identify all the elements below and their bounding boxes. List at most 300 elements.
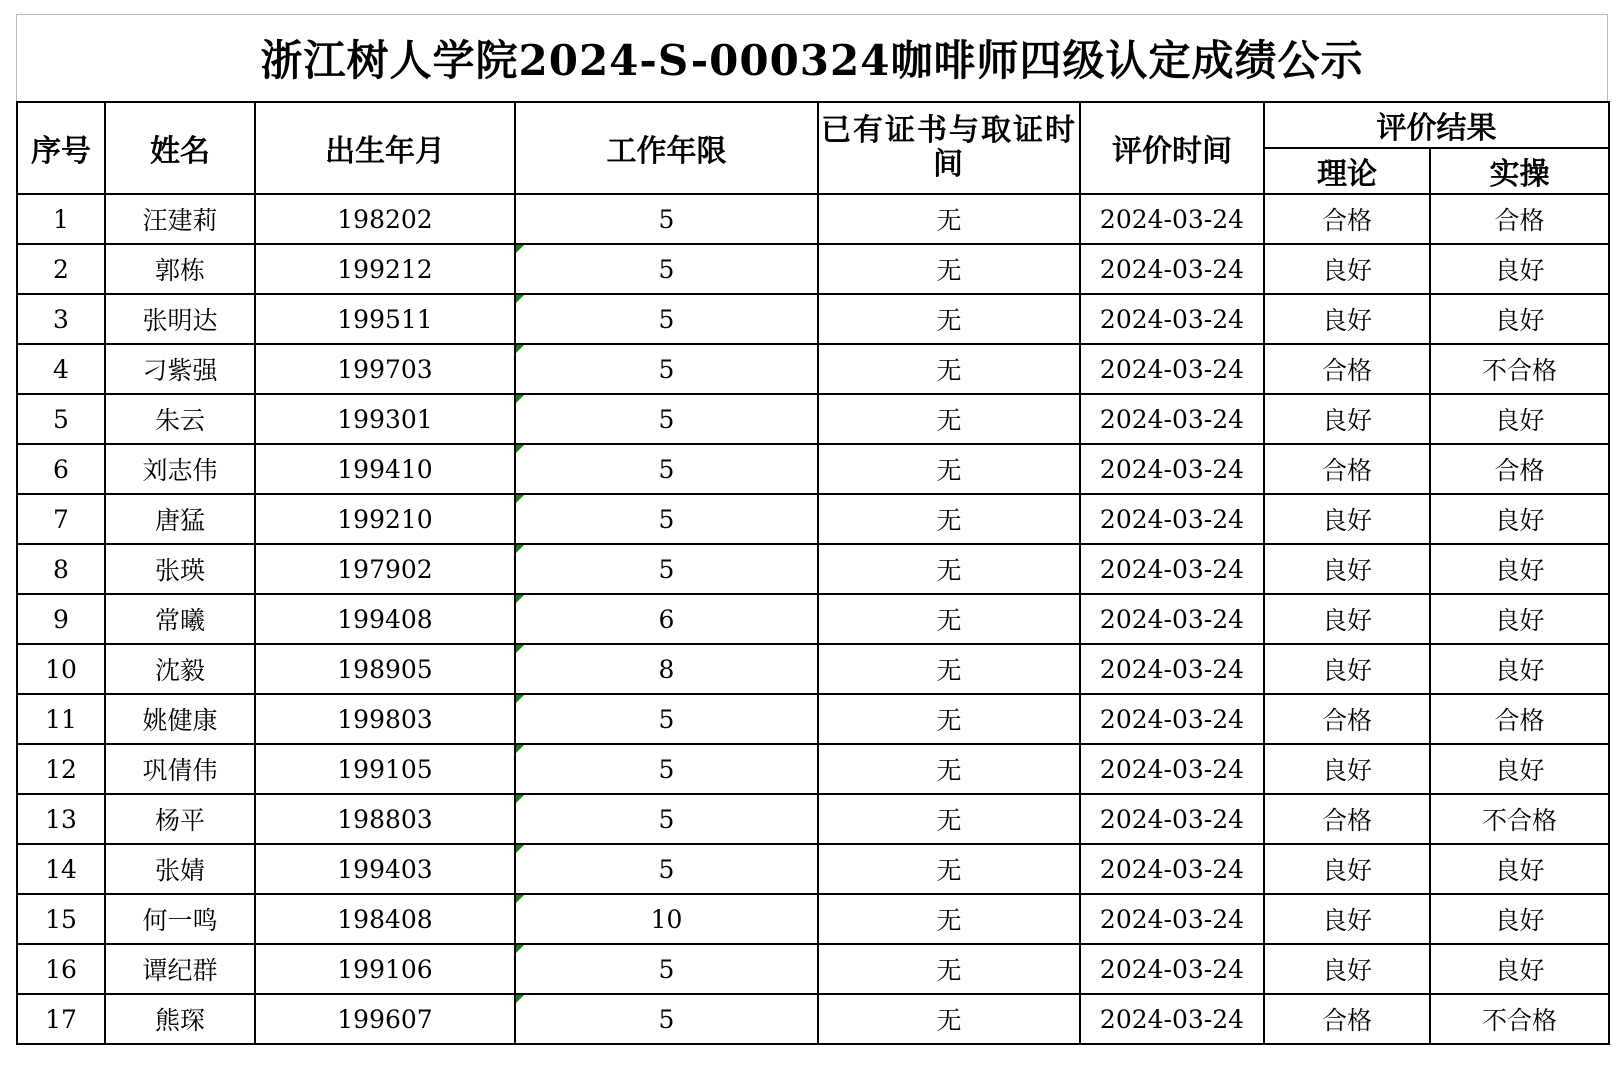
table-row (17, 644, 1609, 694)
cell-name (105, 794, 255, 844)
cell-cert-text: 无 (936, 506, 962, 535)
cell-seq (17, 844, 105, 894)
cell-theory (1264, 494, 1430, 544)
header-theory: 理论 (1264, 148, 1430, 194)
cell-birth-text: 197902 (337, 554, 433, 584)
cell-practice-text: 不合格 (1481, 356, 1557, 385)
cell-name-text: 沈毅 (154, 656, 205, 685)
cell-eval-date (1080, 194, 1264, 244)
cell-years-text: 5 (658, 1004, 675, 1034)
cell-eval-date-text: 2024-03-24 (1099, 704, 1245, 734)
cell-cert (818, 694, 1080, 744)
cell-birth (255, 894, 515, 944)
cell-seq (17, 594, 105, 644)
cell-theory (1264, 244, 1430, 294)
cell-cert (818, 994, 1080, 1044)
cell-birth-text: 199301 (337, 404, 433, 434)
cell-years-text: 5 (658, 704, 675, 734)
cell-years (515, 194, 818, 244)
cell-theory (1264, 594, 1430, 644)
cell-years (515, 294, 818, 344)
cell-birth (255, 994, 515, 1044)
cell-theory-text: 良好 (1321, 656, 1372, 685)
cell-birth-text: 199803 (337, 704, 433, 734)
table-row (17, 294, 1609, 344)
cell-cert (818, 894, 1080, 944)
cell-theory (1264, 744, 1430, 794)
cell-name-text: 常曦 (154, 606, 205, 635)
cell-name-text: 刘志伟 (142, 456, 218, 485)
cell-birth-text: 198905 (337, 654, 433, 684)
cell-theory-text: 合格 (1321, 206, 1372, 235)
cell-birth (255, 194, 515, 244)
header-name: 姓名 (105, 102, 255, 194)
table-row (17, 394, 1609, 444)
cell-years (515, 544, 818, 594)
cell-theory (1264, 994, 1430, 1044)
cell-birth-text: 198202 (337, 204, 433, 234)
cell-name (105, 494, 255, 544)
cell-name (105, 244, 255, 294)
cell-years (515, 944, 818, 994)
cell-name (105, 394, 255, 444)
cell-cert (818, 544, 1080, 594)
cell-eval-date-text: 2024-03-24 (1099, 204, 1245, 234)
cell-seq-text: 14 (45, 854, 77, 884)
cell-theory (1264, 344, 1430, 394)
cell-years-text: 5 (658, 754, 675, 784)
cell-practice-text: 良好 (1494, 256, 1545, 285)
cell-seq-text: 17 (45, 1004, 77, 1034)
cell-seq (17, 394, 105, 444)
cell-practice (1430, 544, 1609, 594)
cell-seq-text: 16 (45, 954, 77, 984)
table-body (17, 194, 1609, 1044)
cell-eval-date (1080, 894, 1264, 944)
cell-eval-date-text: 2024-03-24 (1099, 504, 1245, 534)
cell-eval-date-text: 2024-03-24 (1099, 254, 1245, 284)
table-row (17, 794, 1609, 844)
cell-eval-date-text: 2024-03-24 (1099, 404, 1245, 434)
cell-name (105, 744, 255, 794)
cell-theory-text: 良好 (1321, 406, 1372, 435)
cell-birth-text: 199410 (337, 454, 433, 484)
cell-cert-text: 无 (936, 906, 962, 935)
cell-practice-text: 良好 (1494, 856, 1545, 885)
cell-name-text: 朱云 (154, 406, 205, 435)
score-sheet (16, 14, 1608, 1045)
cell-seq (17, 294, 105, 344)
header-cert: 已有证书与取证时间 (818, 102, 1080, 194)
cell-practice (1430, 844, 1609, 894)
cell-seq (17, 494, 105, 544)
cell-years (515, 494, 818, 544)
cell-birth (255, 844, 515, 894)
cell-comment-marker-icon (516, 295, 524, 303)
cell-years (515, 444, 818, 494)
cell-eval-date (1080, 994, 1264, 1044)
cell-years (515, 644, 818, 694)
cell-birth (255, 394, 515, 444)
cell-theory (1264, 644, 1430, 694)
cell-seq-text: 2 (53, 254, 69, 284)
cell-eval-date (1080, 744, 1264, 794)
cell-theory (1264, 794, 1430, 844)
cell-years-text: 5 (658, 404, 675, 434)
cell-years-text: 8 (658, 654, 675, 684)
cell-years-text: 5 (658, 204, 675, 234)
cell-seq-text: 12 (45, 754, 77, 784)
cell-theory (1264, 544, 1430, 594)
cell-name-text: 巩倩伟 (142, 756, 218, 785)
cell-seq (17, 944, 105, 994)
cell-theory (1264, 394, 1430, 444)
cell-birth-text: 199511 (337, 304, 433, 334)
cell-name (105, 944, 255, 994)
cell-birth-text: 199408 (337, 604, 433, 634)
cell-name-text: 张婧 (154, 856, 205, 885)
cell-name-text: 张瑛 (154, 556, 205, 585)
cell-years (515, 844, 818, 894)
cell-eval-date-text: 2024-03-24 (1099, 554, 1245, 584)
cell-theory-text: 合格 (1321, 1006, 1372, 1035)
cell-eval-date (1080, 494, 1264, 544)
cell-eval-date (1080, 944, 1264, 994)
cell-seq (17, 744, 105, 794)
cell-name (105, 294, 255, 344)
cell-cert-text: 无 (936, 206, 962, 235)
cell-years-text: 5 (658, 954, 675, 984)
cell-birth-text: 199703 (337, 354, 433, 384)
cell-cert (818, 594, 1080, 644)
cell-comment-marker-icon (516, 645, 524, 653)
cell-comment-marker-icon (516, 495, 524, 503)
cell-eval-date-text: 2024-03-24 (1099, 354, 1245, 384)
cell-practice-text: 合格 (1494, 206, 1545, 235)
cell-practice (1430, 494, 1609, 544)
cell-practice-text: 良好 (1494, 956, 1545, 985)
cell-name (105, 544, 255, 594)
cell-eval-date (1080, 644, 1264, 694)
cell-birth-text: 199212 (337, 254, 433, 284)
cell-theory-text: 良好 (1321, 306, 1372, 335)
cell-years-text: 5 (658, 304, 675, 334)
cell-theory-text: 良好 (1321, 756, 1372, 785)
cell-seq-text: 9 (53, 604, 69, 634)
cell-seq-text: 3 (53, 304, 69, 334)
cell-practice-text: 良好 (1494, 656, 1545, 685)
cell-seq-text: 4 (53, 354, 69, 384)
table-row (17, 544, 1609, 594)
cell-eval-date (1080, 344, 1264, 394)
cell-seq (17, 194, 105, 244)
cell-birth (255, 244, 515, 294)
cell-seq (17, 894, 105, 944)
cell-name-text: 何一鸣 (142, 906, 218, 935)
cell-theory (1264, 444, 1430, 494)
cell-practice-text: 良好 (1494, 406, 1545, 435)
cell-years (515, 394, 818, 444)
cell-seq (17, 794, 105, 844)
cell-years-text: 5 (658, 454, 675, 484)
cell-birth-text: 198408 (337, 904, 433, 934)
cell-comment-marker-icon (516, 995, 524, 1003)
cell-name (105, 994, 255, 1044)
cell-eval-date-text: 2024-03-24 (1099, 954, 1245, 984)
cell-seq-text: 6 (53, 454, 69, 484)
header-seq: 序号 (17, 102, 105, 194)
cell-seq (17, 244, 105, 294)
cell-cert-text: 无 (936, 856, 962, 885)
cell-eval-date (1080, 244, 1264, 294)
cell-years (515, 994, 818, 1044)
cell-seq-text: 13 (45, 804, 77, 834)
cell-practice-text: 良好 (1494, 906, 1545, 935)
cell-cert-text: 无 (936, 806, 962, 835)
cell-theory-text: 合格 (1321, 806, 1372, 835)
cell-practice-text: 合格 (1494, 706, 1545, 735)
cell-comment-marker-icon (516, 845, 524, 853)
cell-name (105, 344, 255, 394)
cell-theory-text: 合格 (1321, 706, 1372, 735)
cell-theory-text: 良好 (1321, 506, 1372, 535)
cell-eval-date (1080, 544, 1264, 594)
cell-seq (17, 444, 105, 494)
cell-name (105, 594, 255, 644)
cell-name (105, 844, 255, 894)
cell-comment-marker-icon (516, 745, 524, 753)
cell-theory (1264, 194, 1430, 244)
cell-seq-text: 1 (53, 204, 69, 234)
cell-eval-date-text: 2024-03-24 (1099, 1004, 1245, 1034)
cell-cert-text: 无 (936, 556, 962, 585)
cell-years-text: 10 (650, 904, 683, 934)
cell-birth-text: 199403 (337, 854, 433, 884)
cell-theory-text: 良好 (1321, 256, 1372, 285)
cell-years (515, 344, 818, 394)
cell-practice (1430, 744, 1609, 794)
cell-years (515, 244, 818, 294)
cell-years-text: 5 (658, 254, 675, 284)
cell-name-text: 杨平 (154, 806, 205, 835)
cell-cert (818, 644, 1080, 694)
cell-theory (1264, 894, 1430, 944)
cell-theory-text: 合格 (1321, 356, 1372, 385)
cell-eval-date (1080, 394, 1264, 444)
cell-theory-text: 良好 (1321, 956, 1372, 985)
cell-birth (255, 794, 515, 844)
cell-birth (255, 494, 515, 544)
cell-birth (255, 444, 515, 494)
cell-cert (818, 494, 1080, 544)
cell-comment-marker-icon (516, 595, 524, 603)
table-row (17, 194, 1609, 244)
cell-comment-marker-icon (516, 945, 524, 953)
cell-comment-marker-icon (516, 695, 524, 703)
cell-eval-date-text: 2024-03-24 (1099, 454, 1245, 484)
cell-birth (255, 594, 515, 644)
cell-seq-text: 8 (53, 554, 69, 584)
cell-cert-text: 无 (936, 256, 962, 285)
score-table (16, 101, 1610, 1045)
cell-seq (17, 694, 105, 744)
cell-cert-text: 无 (936, 406, 962, 435)
cell-practice (1430, 794, 1609, 844)
cell-years-text: 5 (658, 354, 675, 384)
cell-eval-date (1080, 844, 1264, 894)
cell-seq (17, 544, 105, 594)
cell-practice-text: 良好 (1494, 506, 1545, 535)
table-row (17, 694, 1609, 744)
cell-cert (818, 344, 1080, 394)
cell-name-text: 郭栋 (154, 256, 205, 285)
cell-cert (818, 244, 1080, 294)
cell-years (515, 794, 818, 844)
cell-comment-marker-icon (516, 445, 524, 453)
cell-theory (1264, 844, 1430, 894)
cell-cert-text: 无 (936, 706, 962, 735)
cell-cert-text: 无 (936, 606, 962, 635)
header-eval-time: 评价时间 (1080, 102, 1264, 194)
table-row (17, 944, 1609, 994)
cell-eval-date (1080, 694, 1264, 744)
cell-practice (1430, 594, 1609, 644)
table-row (17, 244, 1609, 294)
cell-name (105, 694, 255, 744)
table-row (17, 844, 1609, 894)
cell-birth (255, 544, 515, 594)
cell-name-text: 唐猛 (154, 506, 205, 535)
cell-name (105, 644, 255, 694)
cell-comment-marker-icon (516, 895, 524, 903)
cell-name (105, 894, 255, 944)
cell-eval-date-text: 2024-03-24 (1099, 604, 1245, 634)
cell-years (515, 694, 818, 744)
cell-cert-text: 无 (936, 756, 962, 785)
cell-seq (17, 344, 105, 394)
cell-practice (1430, 244, 1609, 294)
cell-eval-date-text: 2024-03-24 (1099, 754, 1245, 784)
cell-name-text: 刁紫强 (142, 356, 218, 385)
cell-eval-date-text: 2024-03-24 (1099, 904, 1245, 934)
cell-cert-text: 无 (936, 956, 962, 985)
cell-birth (255, 644, 515, 694)
cell-theory-text: 良好 (1321, 906, 1372, 935)
header-birth: 出生年月 (255, 102, 515, 194)
cell-name-text: 汪建莉 (142, 206, 218, 235)
cell-birth-text: 199105 (337, 754, 433, 784)
cell-birth (255, 294, 515, 344)
cell-years (515, 744, 818, 794)
table-row (17, 344, 1609, 394)
cell-practice-text: 良好 (1494, 756, 1545, 785)
cell-birth (255, 744, 515, 794)
cell-practice-text: 不合格 (1481, 1006, 1557, 1035)
table-row (17, 494, 1609, 544)
cell-seq (17, 644, 105, 694)
cell-cert-text: 无 (936, 356, 962, 385)
cell-years (515, 894, 818, 944)
cell-practice-text: 良好 (1494, 306, 1545, 335)
header-result: 评价结果 (1264, 102, 1609, 148)
cell-theory-text: 合格 (1321, 456, 1372, 485)
cell-eval-date (1080, 594, 1264, 644)
cell-name-text: 姚健康 (142, 706, 218, 735)
cell-practice (1430, 344, 1609, 394)
cell-birth-text: 199607 (337, 1004, 433, 1034)
cell-practice (1430, 894, 1609, 944)
cell-cert (818, 844, 1080, 894)
cell-years-text: 5 (658, 504, 675, 534)
cell-practice (1430, 444, 1609, 494)
cell-comment-marker-icon (516, 545, 524, 553)
cell-practice (1430, 294, 1609, 344)
cell-practice-text: 良好 (1494, 556, 1545, 585)
cell-cert (818, 194, 1080, 244)
cell-eval-date-text: 2024-03-24 (1099, 854, 1245, 884)
cell-practice (1430, 194, 1609, 244)
cell-eval-date (1080, 444, 1264, 494)
header-years: 工作年限 (515, 102, 818, 194)
cell-practice-text: 不合格 (1481, 806, 1557, 835)
cell-seq-text: 5 (53, 404, 69, 434)
cell-cert-text: 无 (936, 1006, 962, 1035)
cell-birth-text: 199210 (337, 504, 433, 534)
cell-theory (1264, 294, 1430, 344)
cell-cert-text: 无 (936, 656, 962, 685)
cell-eval-date-text: 2024-03-24 (1099, 804, 1245, 834)
cell-seq-text: 15 (45, 904, 77, 934)
cell-cert (818, 294, 1080, 344)
cell-practice-text: 合格 (1494, 456, 1545, 485)
cell-cert (818, 794, 1080, 844)
cell-name (105, 194, 255, 244)
cell-birth-text: 198803 (337, 804, 433, 834)
cell-comment-marker-icon (516, 795, 524, 803)
cell-years-text: 5 (658, 554, 675, 584)
cell-eval-date (1080, 294, 1264, 344)
cell-seq (17, 994, 105, 1044)
cell-cert-text: 无 (936, 306, 962, 335)
cell-eval-date (1080, 794, 1264, 844)
table-row (17, 444, 1609, 494)
cell-cert (818, 444, 1080, 494)
cell-birth-text: 199106 (337, 954, 433, 984)
cell-name-text: 张明达 (142, 306, 218, 335)
cell-practice-text: 良好 (1494, 606, 1545, 635)
cell-birth (255, 344, 515, 394)
cell-seq-text: 7 (53, 504, 69, 534)
cell-birth (255, 944, 515, 994)
table-row (17, 994, 1609, 1044)
cell-name-text: 熊琛 (154, 1006, 205, 1035)
cell-comment-marker-icon (516, 395, 524, 403)
cell-eval-date-text: 2024-03-24 (1099, 654, 1245, 684)
cell-theory (1264, 694, 1430, 744)
cell-practice (1430, 944, 1609, 994)
cell-practice (1430, 394, 1609, 444)
header-practice: 实操 (1430, 148, 1609, 194)
cell-name-text: 谭纪群 (142, 956, 218, 985)
cell-cert (818, 944, 1080, 994)
cell-comment-marker-icon (516, 245, 524, 253)
cell-years (515, 594, 818, 644)
cell-years-text: 5 (658, 804, 675, 834)
cell-practice (1430, 694, 1609, 744)
cell-theory-text: 良好 (1321, 856, 1372, 885)
cell-practice (1430, 644, 1609, 694)
page-title: 浙江树人学院2024-S-000324咖啡师四级认定成绩公示 (16, 14, 1608, 101)
